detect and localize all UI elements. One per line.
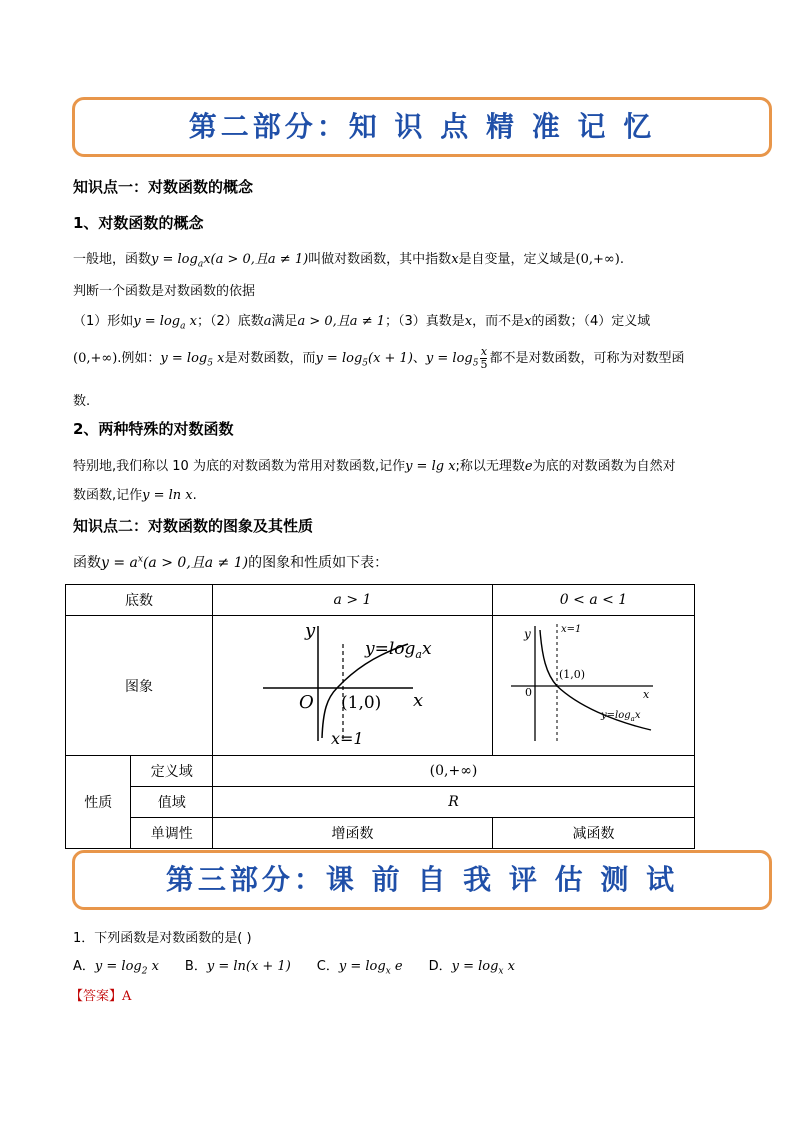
fraction	[480, 346, 487, 371]
table-row	[66, 756, 695, 787]
formula-sup: x	[137, 554, 143, 565]
kp1-sub1: 1、对数函数的概念	[73, 214, 204, 232]
graph1-point: (1,0)	[341, 693, 382, 713]
mono-value-1: 增函数	[213, 818, 493, 849]
mono-label: 单调性	[131, 818, 213, 849]
formula-sub: 5	[362, 358, 368, 369]
text: ；（3）真数是	[385, 314, 465, 329]
option-c[interactable]	[316, 959, 403, 977]
table-row	[66, 616, 695, 756]
graph2-svg	[493, 616, 694, 751]
formula: y = ln x	[142, 488, 193, 503]
text: 、	[412, 351, 426, 366]
graph2-x-label: x	[643, 688, 650, 701]
fraction-den: 5	[480, 358, 488, 371]
kp1-para7	[73, 484, 197, 503]
graph1-line-label: x=1	[331, 729, 364, 748]
text: ，而不是	[472, 314, 525, 329]
kp1-para1	[73, 248, 624, 270]
formula: y = a	[101, 555, 138, 571]
option-c-formula: y = log	[338, 959, 386, 974]
formula: x	[212, 351, 225, 366]
kp2-title: 知识点二：对数函数的图象及其性质	[73, 517, 314, 535]
formula: y = log	[425, 351, 473, 366]
kp1-title: 知识点一：对数函数的概念	[73, 178, 254, 196]
var: e	[524, 459, 533, 474]
graph1-x-label: x	[413, 690, 424, 711]
graph2-func-sub: a	[630, 715, 635, 723]
kp2-intro	[73, 552, 388, 572]
properties-table	[65, 584, 695, 849]
kp1-para5: 数.	[73, 394, 91, 409]
option-c-sub: x	[385, 966, 391, 977]
formula-sub: a	[180, 321, 186, 332]
question1-answer	[70, 985, 131, 1004]
formula: x	[185, 314, 197, 329]
formula: a > 0,且a ≠ 1	[297, 314, 385, 329]
kp1-para4	[73, 346, 684, 371]
text: ；（2）底数	[196, 314, 264, 329]
graph2-origin: 0	[525, 686, 532, 699]
section2-title: 第二部分：知 识 点 精 准 记 忆	[188, 110, 656, 143]
section3-banner	[72, 850, 772, 910]
formula: (a > 0,且a ≠ 1)	[142, 555, 249, 571]
text: .例如：	[117, 351, 161, 366]
table-row	[66, 787, 695, 818]
var: a	[263, 314, 272, 329]
section3-title: 第三部分：课 前 自 我 评 估 测 试	[165, 863, 679, 896]
text: 数函数,记作	[73, 488, 143, 503]
var: x	[451, 252, 459, 267]
graph1-func-label	[364, 639, 432, 661]
kp1-sub2: 2、两种特殊的对数函数	[73, 420, 234, 438]
text: 是对数函数，而	[224, 351, 316, 366]
graph1-func-sub: a	[415, 648, 422, 661]
text: 函数	[73, 555, 101, 571]
graph2-func: y=log	[601, 710, 631, 721]
option-a-sub: 2	[141, 966, 148, 977]
text: 是自变量，定义域是	[458, 252, 576, 267]
var: x	[464, 314, 473, 329]
answer-value: A	[122, 989, 132, 1004]
option-d-label: D．	[428, 959, 452, 974]
formula: y = log	[133, 314, 181, 329]
option-c-label: C．	[316, 959, 339, 974]
formula-sub: 5	[207, 358, 213, 369]
option-a-formula: x	[147, 959, 159, 974]
formula: y = log	[315, 351, 363, 366]
domain: (0,+∞)	[575, 252, 620, 267]
graph2-point: (1,0)	[559, 668, 586, 681]
formula: y = lg x	[405, 459, 456, 474]
graph2-line-label: x=1	[561, 624, 582, 635]
answer-label: 【答案】	[70, 989, 123, 1004]
graph1-func-x: x	[421, 639, 432, 659]
formula: x(a > 0,且a ≠ 1)	[203, 252, 309, 267]
mono-value-2: 减函数	[493, 818, 695, 849]
formula: (x + 1)	[368, 351, 413, 366]
option-d-sub: x	[498, 966, 504, 977]
question1-options	[73, 955, 515, 977]
graph1-cell	[213, 616, 493, 756]
graph2-func-x: x	[634, 710, 641, 721]
kp1-para3	[73, 310, 650, 332]
kp1-para6	[73, 455, 676, 474]
option-b-formula: y = ln(x + 1)	[206, 959, 291, 974]
base-label: 底数	[66, 585, 213, 616]
text: ;称以无理数	[455, 459, 525, 474]
question1-stem: 1．下列函数是对数函数的是( )	[73, 931, 252, 946]
graph2-cell	[493, 616, 695, 756]
graph1-svg	[213, 616, 492, 751]
domain-label: 定义域	[131, 756, 213, 787]
formula-sub: a	[197, 259, 204, 270]
formula: y = log	[160, 351, 208, 366]
table-row	[66, 585, 695, 616]
case2-header: 0 < a < 1	[493, 585, 695, 616]
range-label: 值域	[131, 787, 213, 818]
text: .	[619, 252, 624, 267]
range-value: R	[213, 787, 695, 818]
text: 一般地，函数	[73, 252, 152, 267]
option-a-formula: y = log	[94, 959, 142, 974]
option-d-formula: y = log	[451, 959, 499, 974]
option-b[interactable]	[185, 959, 291, 974]
text: .	[192, 488, 197, 503]
formula-sub: 5	[472, 358, 479, 369]
text: 为底的对数函数为自然对	[532, 459, 676, 474]
domain-value: (0,+∞)	[213, 756, 695, 787]
kp1-para2: 判断一个函数是对数函数的依据	[73, 284, 256, 299]
option-c-formula: e	[390, 959, 403, 974]
domain: (0,+∞)	[73, 351, 118, 366]
props-label: 性质	[66, 756, 131, 849]
graph2-y-label: y	[524, 627, 531, 641]
graph1-origin: O	[299, 692, 314, 713]
text: 的图象和性质如下表：	[248, 555, 389, 571]
text: 叫做对数函数，其中指数	[308, 252, 452, 267]
text: 的函数；（4）定义域	[531, 314, 651, 329]
text: 特别地,我们称以 10 为底的对数函数为常用对数函数,记作	[73, 459, 406, 474]
text: 都不是对数函数，可称为对数型函	[489, 351, 685, 366]
text: （1）形如	[73, 314, 134, 329]
option-a-label: A．	[73, 959, 95, 974]
option-d[interactable]	[428, 959, 515, 977]
graph-label: 图象	[66, 616, 213, 756]
option-a[interactable]	[73, 959, 159, 977]
var: x	[524, 314, 532, 329]
fraction-num: x	[480, 345, 488, 358]
section2-banner	[72, 97, 772, 157]
formula: y = log	[151, 252, 198, 267]
option-b-label: B．	[184, 959, 207, 974]
graph1-func: y=log	[365, 639, 416, 659]
text: 满足	[271, 314, 298, 329]
table-row	[66, 818, 695, 849]
graph1-y-label: y	[305, 620, 316, 641]
option-d-formula: x	[503, 959, 515, 974]
case1-header: a > 1	[213, 585, 493, 616]
